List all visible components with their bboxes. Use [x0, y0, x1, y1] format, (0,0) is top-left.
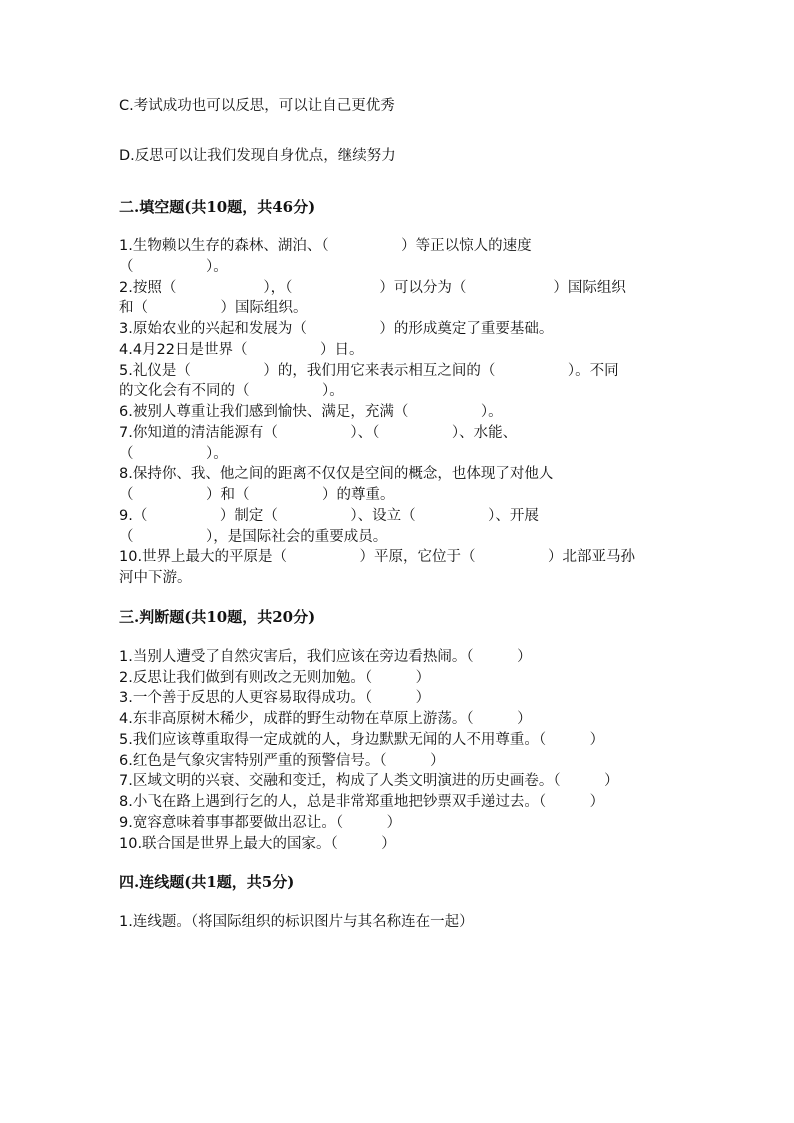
true-false-line: 7.区域文明的兴衰、交融和变迁，构成了人类文明演进的历史画卷。（ ）: [119, 773, 619, 789]
choice-option-c: C.考试成功也可以反思，可以让自己更优秀: [119, 98, 395, 114]
fill-blank-line: 的文化会有不同的（ ）。: [119, 383, 344, 399]
true-false-line: 4.东非高原树木稀少，成群的野生动物在草原上游荡。（ ）: [119, 711, 532, 727]
fill-blank-line: 10.世界上最大的平原是（ ）平原，它位于（ ）北部亚马孙: [119, 549, 636, 565]
section-heading-true-false: 三.判断题(共10题，共20分): [119, 608, 316, 626]
fill-blank-line: 6.被别人尊重让我们感到愉快、满足，充满（ ）。: [119, 404, 503, 420]
section-heading-matching: 四.连线题(共1题，共5分): [119, 873, 295, 891]
true-false-line: 3.一个善于反思的人更容易取得成功。（ ）: [119, 690, 431, 706]
fill-blank-line: 2.按照（ ），（ ）可以分为（ ）国际组织: [119, 280, 626, 296]
matching-line: 1.连线题。（将国际组织的标识图片与其名称连在一起）: [119, 914, 474, 930]
true-false-line: 6.红色是气象灾害特别严重的预警信号。（ ）: [119, 753, 445, 769]
true-false-line: 10.联合国是世界上最大的国家。（ ）: [119, 836, 396, 852]
fill-blank-line: 和（ ）国际组织。: [119, 300, 308, 316]
fill-blank-line: （ ）。: [119, 259, 228, 275]
fill-blank-line: 4.4月22日是世界（ ）日。: [119, 342, 364, 358]
fill-blank-line: （ ）和（ ）的尊重。: [119, 487, 395, 503]
fill-blank-line: 1.生物赖以生存的森林、湖泊、（ ）等正以惊人的速度: [119, 238, 532, 254]
fill-blank-line: 河中下游。: [119, 570, 192, 586]
fill-blank-line: 3.原始农业的兴起和发展为（ ）的形成奠定了重要基础。: [119, 321, 554, 337]
true-false-line: 8.小飞在路上遇到行乞的人，总是非常郑重地把钞票双手递过去。（ ）: [119, 794, 605, 810]
fill-blank-line: 8.保持你、我、他之间的距离不仅仅是空间的概念，也体现了对他人: [119, 466, 554, 482]
choice-option-d: D.反思可以让我们发现自身优点，继续努力: [119, 148, 396, 164]
fill-blank-line: 9.（ ）制定（ ）、设立（ ）、开展: [119, 508, 539, 524]
fill-blank-line: 5.礼仪是（ ）的，我们用它来表示相互之间的（ ）。不同: [119, 363, 619, 379]
true-false-line: 5.我们应该尊重取得一定成就的人，身边默默无闻的人不用尊重。（ ）: [119, 732, 605, 748]
fill-blank-line: （ ）。: [119, 446, 228, 462]
section-heading-fill-blank: 二.填空题(共10题，共46分): [119, 198, 316, 216]
fill-blank-line: （ ），是国际社会的重要成员。: [119, 529, 388, 545]
fill-blank-line: 7.你知道的清洁能源有（ ）、（ ）、水能、: [119, 425, 518, 441]
true-false-line: 1.当别人遭受了自然灾害后，我们应该在旁边看热闹。（ ）: [119, 649, 532, 665]
true-false-line: 2.反思让我们做到有则改之无则加勉。（ ）: [119, 670, 431, 686]
true-false-line: 9.宽容意味着事事都要做出忍让。（ ）: [119, 815, 402, 831]
